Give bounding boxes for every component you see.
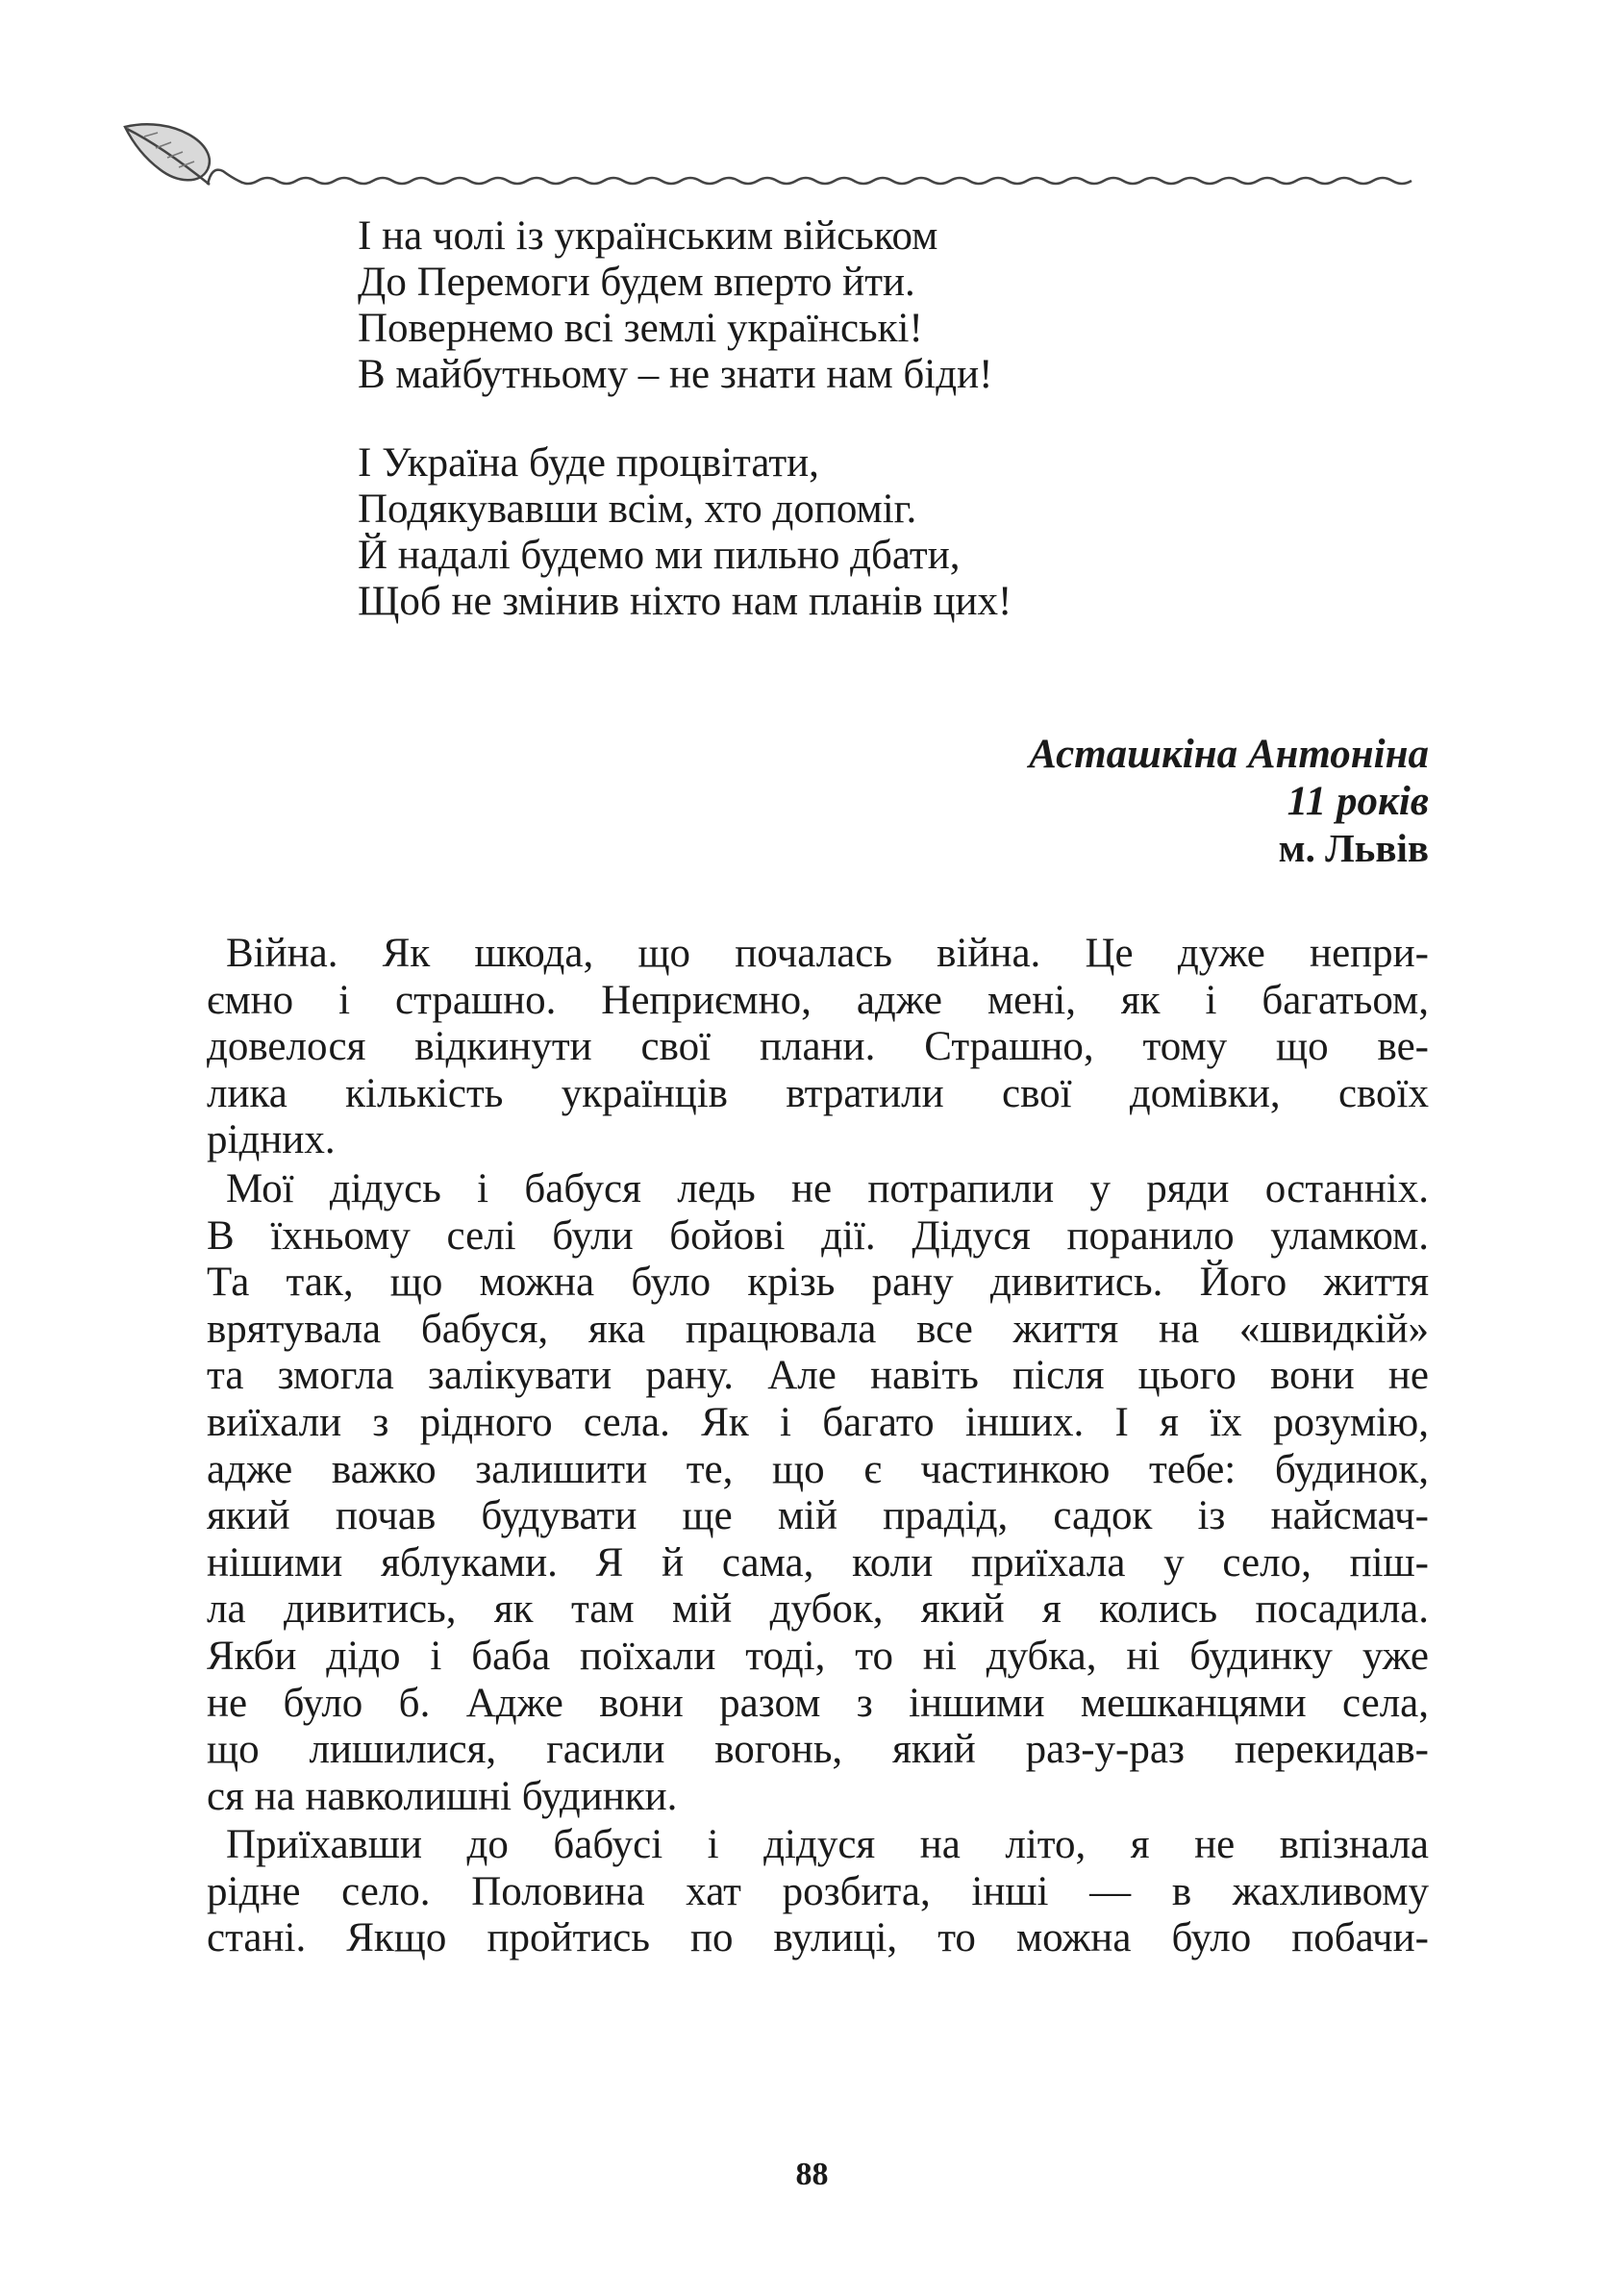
wave-line-icon: [208, 170, 1412, 185]
text-line: ла дивитись, як там мій дубок, який я колись посадила.: [207, 1586, 1429, 1633]
text-line: рідне село. Половина хат розбита, інші — в жахливому: [207, 1868, 1429, 1914]
poem-line: До Перемоги будем вперто йти.: [358, 260, 915, 305]
poem-line: І на чолі із українським військом: [358, 213, 938, 259]
poem: [358, 213, 1319, 667]
text-line: Приїхавши до бабусі і дідуся на літо, я не впізнала: [226, 1822, 1429, 1868]
paragraph: [207, 1166, 1429, 1820]
poem-line: В майбутньому – не знати нам біди!: [358, 352, 993, 397]
text-line: рідних.: [207, 1117, 336, 1163]
page-number: 88: [795, 2157, 829, 2192]
text-line: довелося відкинути свої плани. Страшно, тому що ве-: [207, 1024, 1429, 1070]
text-line: Та так, що можна було крізь рану дивитись. Його життя: [207, 1260, 1429, 1306]
text-line: Якби дідо і баба поїхали тоді, то ні дубка, ні будинку уже: [207, 1633, 1429, 1679]
text-line: який почав будувати ще мій прадід, садок із найсмач-: [207, 1493, 1429, 1539]
poem-line: Повернемо всі землі українські!: [358, 306, 923, 351]
text-line: ємно і страшно. Неприємно, адже мені, як і багатьом,: [207, 977, 1429, 1023]
text-line: не було б. Адже вони разом з іншими мешканцями села,: [207, 1680, 1429, 1726]
paragraph: [207, 1822, 1429, 1962]
author-signature: [1029, 731, 1429, 872]
text-line: та змогла залікувати рану. Але навіть після цього вони не: [207, 1353, 1429, 1399]
text-line: В їхньому селі були бойові дії. Дідуся поранило уламком.: [207, 1212, 1429, 1259]
text-line: Війна. Як шкода, що почалась війна. Це дуже непри-: [226, 931, 1429, 976]
poem-line: Щоб не змінив ніхто нам планів цих!: [358, 579, 1012, 624]
poem-stanza: [358, 213, 1319, 398]
poem-line: Подякувавши всім, хто допоміг.: [358, 487, 917, 532]
text-line: що лишилися, гасили вогонь, який раз-у-раз перекидав-: [207, 1727, 1429, 1773]
text-line: врятувала бабуся, яка працювала все життя на «швидкій»: [207, 1306, 1429, 1352]
paragraph: [207, 931, 1429, 1164]
text-line: адже важко залишити те, що є частинкою тебе: будинок,: [207, 1446, 1429, 1492]
quill-feather-icon: [125, 124, 210, 185]
text-line: Мої дідусь і бабуся ледь не потрапили у ряди останніх.: [226, 1165, 1429, 1211]
poem-line: І Україна буде процвітати,: [358, 440, 819, 486]
author-age: 11 років: [1287, 779, 1429, 824]
text-line: лика кількість українців втратили свої домівки, своїх: [207, 1070, 1429, 1116]
text-line: стані. Якщо пройтись по вулиці, то можна було побачи-: [207, 1915, 1429, 1961]
poem-line: Й надалі будемо ми пильно дбати,: [358, 533, 961, 578]
text-line: виїхали з рідного села. Як і багато інших. І я їх розумію,: [207, 1399, 1429, 1445]
author-name: Асташкіна Антоніна: [1029, 732, 1429, 777]
prose-body: [207, 931, 1429, 1964]
poem-stanza: [358, 440, 1319, 625]
author-city: м. Львів: [1278, 826, 1429, 870]
text-line: ся на навколишні будинки.: [207, 1773, 678, 1819]
header-ornament: [115, 108, 1423, 204]
text-line: нішими яблуками. Я й сама, коли приїхала у село, піш-: [207, 1539, 1429, 1585]
